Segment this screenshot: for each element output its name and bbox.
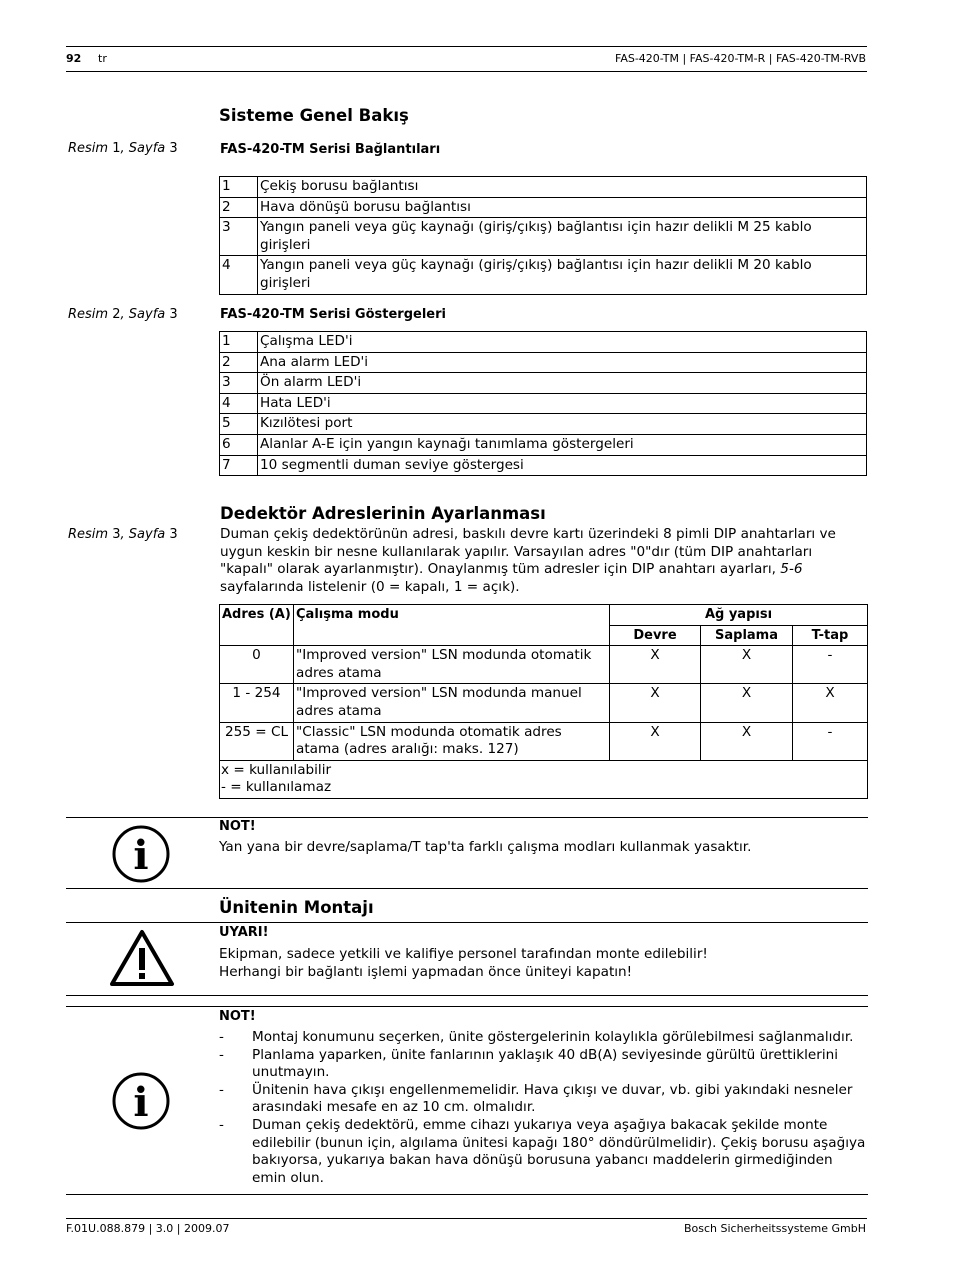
col-address: Adres (A): [220, 605, 294, 646]
cell-ttap: -: [793, 646, 868, 684]
addressing-paragraph: Duman çekiş dedektörünün adresi, baskılı devre kartı üzerindeki 8 pimli DIP anahtarları ve uygun keskin bir nesne kullanılarak yapılır. Varsayılan adres "0"dır (tüm DIP anahtarları "kapalı" olarak ayarlanmıştır). Onaylanmış tüm adresler için DIP anahtarı ayarları, 5-6 sayfalarında listelenir (0 = kapalı, 1 = açık).: [220, 526, 836, 595]
address-table: [219, 604, 868, 799]
col-mode: Çalışma modu: [294, 605, 610, 646]
table-row: [220, 455, 867, 476]
row-text: Kızılötesi port: [258, 414, 867, 435]
note1-top-rule: [66, 817, 868, 818]
table-row: [220, 373, 867, 394]
info-icon: [111, 824, 171, 888]
note1-text: Yan yana bir devre/saplama/T tap'ta farklı çalışma modları kullanmak yasaktır.: [219, 839, 752, 855]
svg-text:i: i: [133, 1079, 149, 1126]
warning-text: [219, 946, 869, 981]
table-row: [220, 332, 867, 353]
row-number: 4: [220, 256, 258, 294]
row-text: Hava dönüşü borusu bağlantısı: [258, 197, 867, 218]
cell-address: 255 = CL: [220, 722, 294, 760]
header-bottom-rule: [66, 71, 867, 72]
figure1-ref: Resim 1, Sayfa 3: [68, 141, 178, 156]
table-row: [220, 646, 868, 684]
note2-label: NOT!: [219, 1009, 256, 1024]
note2-top-rule: [66, 1006, 868, 1007]
cell-ttap: X: [793, 684, 868, 722]
table-row: [220, 352, 867, 373]
row-number: 6: [220, 434, 258, 455]
cell-stub: X: [701, 684, 793, 722]
table-row: [220, 197, 867, 218]
product-header: FAS-420-TM | FAS-420-TM-R | FAS-420-TM-RVB: [615, 52, 866, 65]
cell-ttap: -: [793, 722, 868, 760]
mounting-heading: Ünitenin Montajı: [219, 898, 374, 917]
footer-company: Bosch Sicherheitssysteme GmbH: [683, 1222, 866, 1235]
figure2-ref: Resim 2, Sayfa 3: [68, 307, 178, 322]
warning-triangle-icon: [108, 928, 176, 992]
page-reference: 5-6: [780, 561, 803, 578]
figure2-caption: FAS-420-TM Serisi Göstergeleri: [220, 307, 446, 322]
row-number: 7: [220, 455, 258, 476]
connections-table: [219, 176, 867, 295]
cell-mode: "Classic" LSN modunda otomatik adres atama (adres aralığı: maks. 127): [294, 722, 610, 760]
page-number: 92: [66, 52, 82, 65]
warning-line1: Ekipman, sadece yetkili ve kalifiye personel tarafından monte edilebilir!: [219, 946, 708, 962]
cell-loop: X: [610, 684, 701, 722]
row-number: 2: [220, 352, 258, 373]
language-code: tr: [98, 52, 107, 65]
cell-stub: X: [701, 646, 793, 684]
svg-text:i: i: [133, 832, 149, 879]
warning-top-rule: [66, 922, 868, 923]
note2-bottom-rule: [66, 1194, 868, 1195]
warning-line2: Herhangi bir bağlantı işlemi yapmadan önce üniteyi kapatın!: [219, 963, 633, 980]
row-text: Yangın paneli veya güç kaynağı (giriş/çıkış) bağlantısı için hazır delikli M 20 kablo girişleri: [258, 256, 867, 294]
row-text: Çalışma LED'i: [258, 332, 867, 353]
table-legend-row: [220, 760, 868, 798]
note2-list: [219, 1029, 869, 1187]
warning-label: UYARI!: [219, 925, 269, 940]
table-row: [220, 434, 867, 455]
row-text: Yangın paneli veya güç kaynağı (giriş/çıkış) bağlantısı için hazır delikli M 25 kablo girişleri: [258, 218, 867, 256]
table-row: [220, 218, 867, 256]
col-loop: Devre: [610, 625, 701, 646]
table-row: [220, 393, 867, 414]
footer-doc-id: F.01U.088.879 | 3.0 | 2009.07: [66, 1222, 230, 1235]
table-header-row: [220, 605, 868, 626]
cell-loop: X: [610, 646, 701, 684]
table-row: [220, 684, 868, 722]
cell-mode: "Improved version" LSN modunda otomatik adres atama: [294, 646, 610, 684]
legend-usable: x = kullanılabilir: [221, 761, 332, 778]
indicators-table: [219, 331, 867, 476]
col-stub: Saplama: [701, 625, 793, 646]
col-ttap: T-tap: [793, 625, 868, 646]
warning-bottom-rule: [66, 995, 868, 996]
legend-not-usable: - = kullanılamaz: [221, 779, 332, 796]
note1-bottom-rule: [66, 888, 868, 889]
row-text: Ön alarm LED'i: [258, 373, 867, 394]
row-text: Alanlar A-E için yangın kaynağı tanımlama göstergeleri: [258, 434, 867, 455]
row-number: 3: [220, 373, 258, 394]
list-item: - Duman çekiş dedektörü, emme cihazı yukarıya veya aşağıya bakacak şekilde monte edilebilir (bunun için, algılama ünitesi kapağı 180° döndürülmelidir). Çekiş borusu aşağıya bakıyorsa, yukarıya bakan hava dönüşü borusuna yabancı maddelerin girmediğinden emin olun.: [219, 1116, 866, 1186]
col-network: Ağ yapısı: [610, 605, 868, 626]
row-text: Ana alarm LED'i: [258, 352, 867, 373]
table-row: [220, 722, 868, 760]
row-number: 4: [220, 393, 258, 414]
row-number: 3: [220, 218, 258, 256]
table-row: [220, 256, 867, 294]
list-item: - Montaj konumunu seçerken, ünite göstergelerinin kolaylıkla görülebilmesi sağlanmalıdır.: [219, 1029, 854, 1045]
row-text: 10 segmentli duman seviye göstergesi: [258, 455, 867, 476]
row-number: 5: [220, 414, 258, 435]
footer-rule: [66, 1218, 867, 1219]
cell-address: 1 - 254: [220, 684, 294, 722]
cell-address: 0: [220, 646, 294, 684]
cell-mode: "Improved version" LSN modunda manuel adres atama: [294, 684, 610, 722]
info-icon: [111, 1071, 171, 1135]
row-text: Çekiş borusu bağlantısı: [258, 177, 867, 198]
note1-label: NOT!: [219, 819, 256, 834]
figure3-ref: Resim 3, Sayfa 3: [68, 527, 178, 542]
cell-loop: X: [610, 722, 701, 760]
overview-heading: Sisteme Genel Bakış: [219, 106, 409, 125]
row-number: 1: [220, 332, 258, 353]
legend-cell: [220, 760, 868, 798]
row-number: 2: [220, 197, 258, 218]
table-row: [220, 177, 867, 198]
cell-stub: X: [701, 722, 793, 760]
row-number: 1: [220, 177, 258, 198]
table-row: [220, 414, 867, 435]
row-text: Hata LED'i: [258, 393, 867, 414]
header-top-rule: [66, 46, 867, 47]
list-item: - Ünitenin hava çıkışı engellenmemelidir. Hava çıkışı ve duvar, vb. gibi yakındaki nesneler arasındaki mesafe en az 10 cm. olmalıdır.: [219, 1081, 853, 1116]
addressing-heading: Dedektör Adreslerinin Ayarlanması: [220, 504, 546, 523]
list-item: - Planlama yaparken, ünite fanlarının yaklaşık 40 dB(A) seviyesinde gürültü ürettiklerini unutmayın.: [219, 1046, 839, 1081]
figure1-caption: FAS-420-TM Serisi Bağlantıları: [220, 142, 441, 157]
